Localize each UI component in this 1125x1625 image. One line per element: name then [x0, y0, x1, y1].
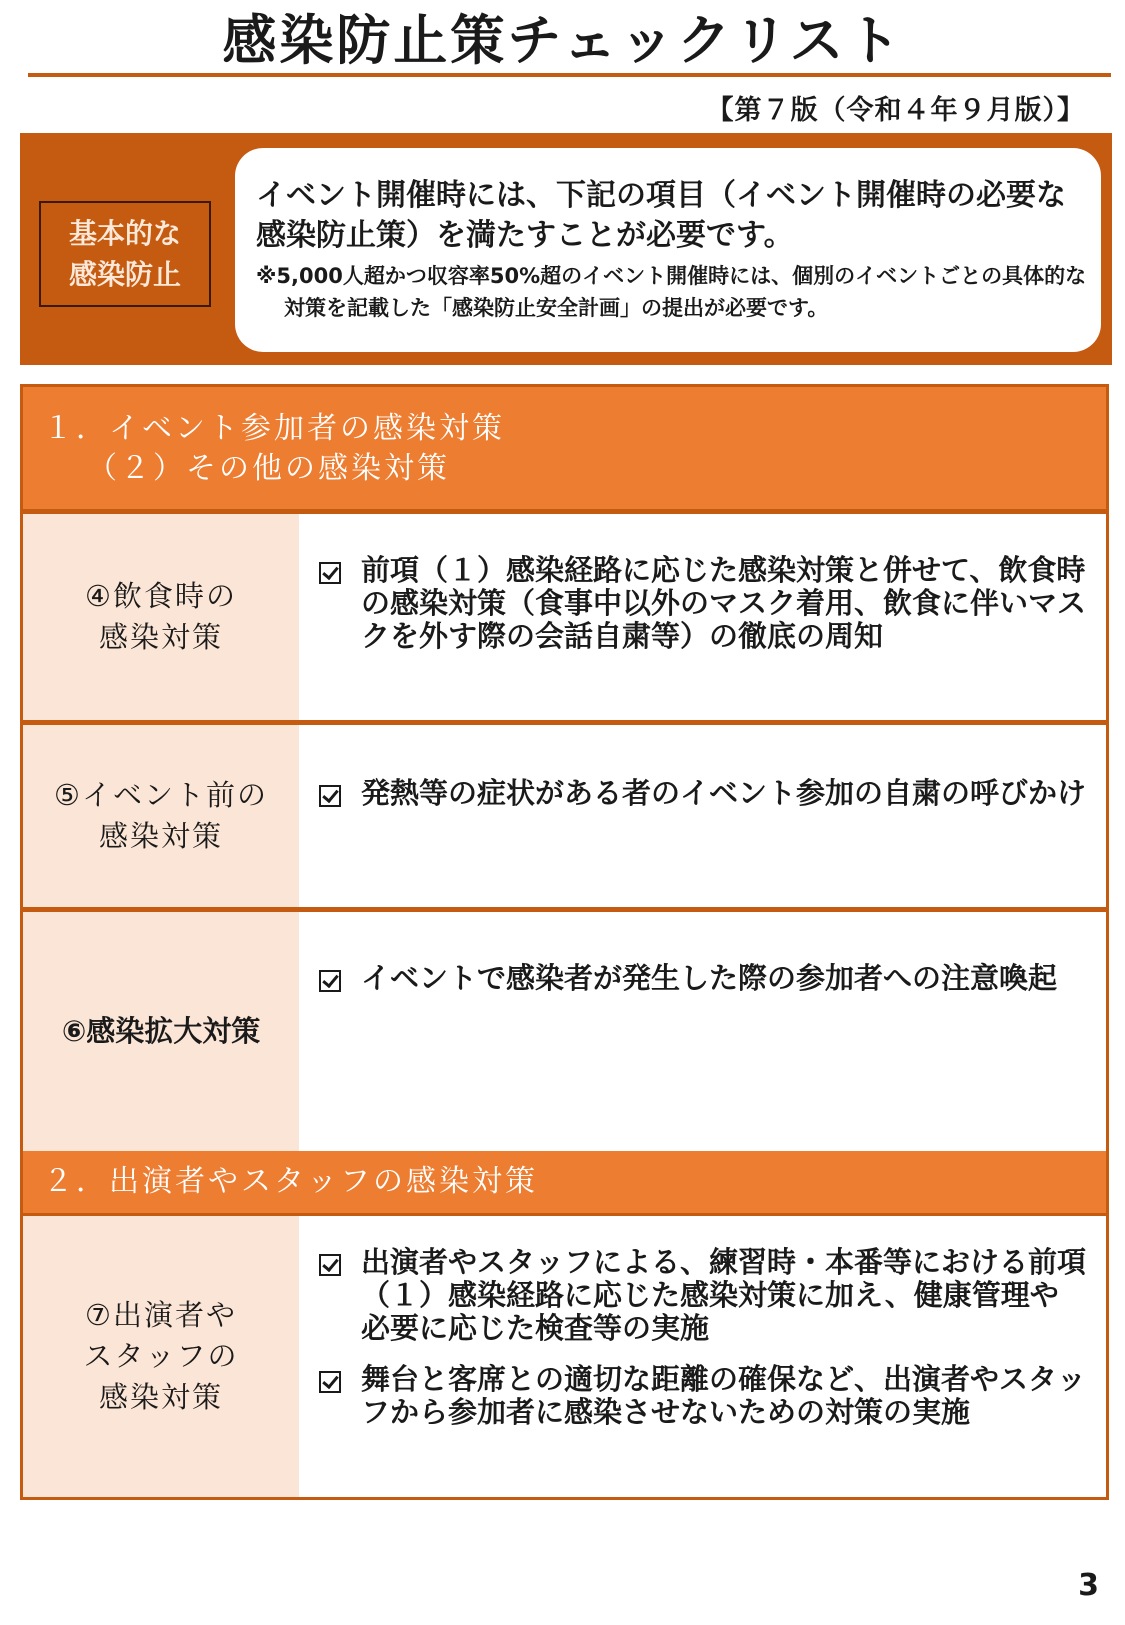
- basic-note-text: ※5,000人超かつ収容率50%超のイベント開催時には、個別のイベントごとの具体的な対策を記載した「感染防止安全計画」の提出が必要です。: [256, 264, 1087, 320]
- row-body: [299, 912, 1106, 1151]
- section2-header: [23, 1151, 1106, 1213]
- section1-subtitle: （２）その他の感染対策: [87, 451, 450, 486]
- row-label-line: ⑦出演者や: [85, 1298, 237, 1332]
- row-label: [23, 1216, 299, 1497]
- checklist-item: [319, 554, 1086, 653]
- basic-label-line1: 基本的な: [68, 217, 181, 250]
- row-label: [23, 514, 299, 720]
- basic-prevention-panel: [20, 133, 1112, 365]
- section1-header: [23, 387, 1106, 509]
- checklist-item: [319, 1363, 1086, 1429]
- checkbox-checked-icon: [319, 785, 341, 807]
- row-body: [299, 1216, 1106, 1497]
- section1-title: １．イベント参加者の感染対策: [43, 411, 505, 446]
- checklist-row-eating: [23, 514, 1106, 720]
- checklist-item: [319, 777, 1086, 810]
- checkbox-checked-icon: [319, 1254, 341, 1276]
- row-body: [299, 725, 1106, 907]
- checklist-row-spread: [23, 912, 1106, 1151]
- basic-prevention-label: [39, 201, 211, 307]
- checklist-item-text: 出演者やスタッフによる、練習時・本番等における前項（１）感染経路に応じた感染対策に加え、健康管理や必要に応じた検査等の実施: [361, 1245, 1087, 1345]
- checkbox-checked-icon: [319, 562, 341, 584]
- basic-main-text: イベント開催時には、下記の項目（イベント開催時の必要な感染防止策）を満たすことが必要です。: [256, 178, 1066, 253]
- row-label-line: 感染対策: [98, 819, 223, 853]
- row-label-line: ⑥感染拡大対策: [61, 1014, 261, 1048]
- row-body: [299, 514, 1106, 720]
- page-title: 感染防止策チェックリスト: [222, 9, 904, 72]
- checklist-table: [20, 384, 1109, 1500]
- checkbox-checked-icon: [319, 970, 341, 992]
- title-underline: [28, 73, 1111, 77]
- page-number: 3: [1078, 1568, 1099, 1603]
- checklist-item: [319, 962, 1086, 995]
- checklist-item-text: 舞台と客席との適切な距離の確保など、出演者やスタッフから参加者に感染させないための対策の実施: [361, 1362, 1087, 1429]
- section2-title: ２．出演者やスタッフの感染対策: [43, 1164, 538, 1199]
- checklist-item-text: イベントで感染者が発生した際の参加者への注意喚起: [361, 961, 1058, 995]
- checklist-item-text: 前項（１）感染経路に応じた感染対策と併せて、飲食時の感染対策（食事中以外のマスク着用、飲食に伴いマスクを外す際の会話自粛等）の徹底の周知: [361, 553, 1087, 653]
- checklist-item-text: 発熱等の症状がある者のイベント参加の自粛の呼びかけ: [361, 776, 1087, 810]
- basic-label-line2: 感染防止: [68, 258, 181, 291]
- checklist-row-pre-event: [23, 725, 1106, 907]
- checklist-row-performers: [23, 1216, 1106, 1497]
- row-label: [23, 912, 299, 1151]
- row-label-line: ④飲食時の: [85, 579, 237, 613]
- edition-label: 【第７版（令和４年９月版）】: [706, 95, 1085, 126]
- basic-requirement-box: [235, 148, 1101, 352]
- checklist-item: [319, 1246, 1086, 1345]
- row-label: [23, 725, 299, 907]
- row-label-line: 感染対策: [98, 620, 223, 654]
- row-label-line: 感染対策: [98, 1380, 223, 1414]
- checkbox-checked-icon: [319, 1371, 341, 1393]
- row-label-line: ⑤イベント前の: [54, 778, 268, 812]
- row-label-line: スタッフの: [83, 1339, 239, 1373]
